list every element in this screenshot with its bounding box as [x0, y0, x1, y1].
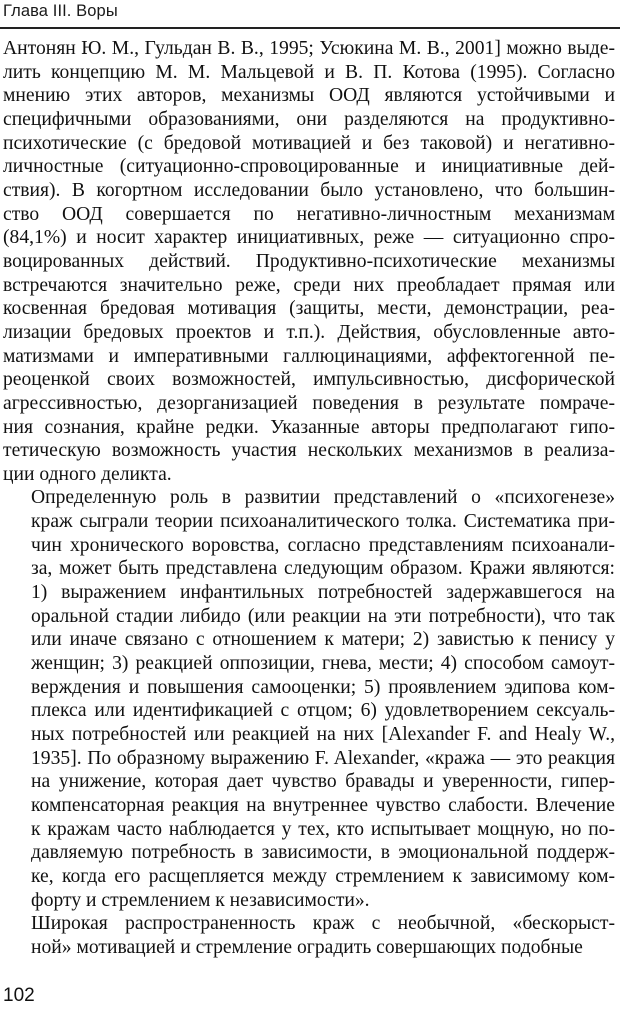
paragraph	[3, 486, 615, 912]
text-line: встречаются значительно реже, среди них преобладает прямая или	[3, 274, 615, 296]
text-line: ной» мотивацией и стремление оградить совершающих подобные	[31, 936, 583, 958]
text-line: верждения и повышения самооценки; 5) проявлением эдипова ком-	[31, 676, 615, 698]
text-line: плекса или идентификацией с отцом; 6) удовлетворением сексуаль-	[31, 700, 615, 722]
text-line: психотические (с бредовой мотивацией и без таковой) и негативно-	[3, 132, 615, 154]
paragraph	[3, 912, 615, 959]
text-line: давляемую потребность в зависимости, в эмоциональной поддерж-	[31, 842, 615, 864]
text-line: к кражам часто наблюдается у тех, кто испытывает мощную, но по-	[31, 818, 615, 840]
text-line: краж сыграли теории психоаналитического толка. Систематика при-	[31, 511, 615, 533]
text-line: форту и стремлением к независимости».	[31, 889, 370, 911]
text-line: лизации бредовых проектов и т.п.). Действия, обусловленные авто-	[3, 321, 615, 343]
text-line: воцированных действий. Продуктивно-психотические механизмы	[3, 250, 615, 272]
text-line: 1) выражением инфантильных потребностей задержавшегося на	[31, 582, 615, 604]
text-line: матизмами и императивными галлюцинациями, аффектогенной пе-	[3, 345, 615, 367]
text-line: компенсаторная реакция на внутреннее чувство слабости. Влечение	[31, 795, 615, 816]
text-line: ке, когда его расщепляется между стремлением к зависимому ком-	[31, 865, 615, 887]
text-line: лить концепцию М. М. Мальцевой и В. П. Котова (1995). Согласно	[3, 61, 615, 83]
text-line: ных потребностей или реакцией на них [Alexander F. and Healy W.,	[31, 724, 615, 746]
text-line: ствия). В когортном исследовании было установлено, что большин-	[3, 179, 615, 201]
text-line: или иначе связано с отношением к матери; 2) завистью к пенису у	[31, 629, 615, 651]
text-line: реоценкой своих возможностей, импульсивностью, дисфорической	[3, 369, 615, 391]
text-line: 1935]. По образному выражению F. Alexander, «кража — это реакция	[31, 747, 615, 769]
text-line: агрессивностью, дезорганизацией поведения в результате помраче-	[3, 392, 615, 414]
text-line: личностные (ситуационно-спровоцированные и инициативные дей-	[3, 156, 615, 178]
text-line: ство ООД совершается по негативно-личностным механизмам	[3, 203, 615, 225]
paragraph	[3, 37, 615, 486]
text-line: ции одного деликта.	[3, 463, 172, 485]
text-line: мнению этих авторов, механизмы ООД являются устойчивыми и	[3, 85, 615, 107]
text-line: Широкая распространенность краж с необычной, «бескорыст-	[31, 913, 615, 935]
text-line: на унижение, которая дает чувство бравады и уверенности, гипер-	[31, 771, 615, 793]
text-line: чин хронического воровства, согласно представлениям психоанали-	[31, 534, 615, 556]
header-rule	[0, 27, 620, 29]
text-line: Определенную роль в развитии представлений о «психогенезе»	[31, 487, 615, 509]
running-head: Глава III. Воры	[3, 2, 118, 20]
text-line: тетическую возможность участия нескольких механизмов в реализа-	[3, 440, 615, 462]
text-line: специфичными образованиями, они разделяются на продуктивно-	[3, 108, 615, 130]
text-line: ния сознания, крайне редки. Указанные авторы предполагают гипо-	[3, 416, 615, 438]
text-line: (84,1%) и носит характер инициативных, реже — ситуационно спро-	[3, 227, 615, 249]
text-line: женщин; 3) реакцией оппозиции, гнева, мести; 4) способом самоут-	[31, 653, 615, 675]
text-line: за, может быть представлена следующим образом. Кражи являются:	[31, 558, 615, 580]
text-line: Антонян Ю. М., Гульдан В. В., 1995; Усюкина М. В., 2001] можно выде-	[3, 38, 615, 59]
text-line: косвенная бредовая мотивация (защиты, мести, демонстрации, реа-	[3, 298, 615, 320]
text-line: оральной стадии либидо (или реакции на эти потребности), что так	[31, 605, 615, 627]
page-number: 102	[3, 985, 35, 1006]
body-text	[3, 37, 615, 960]
